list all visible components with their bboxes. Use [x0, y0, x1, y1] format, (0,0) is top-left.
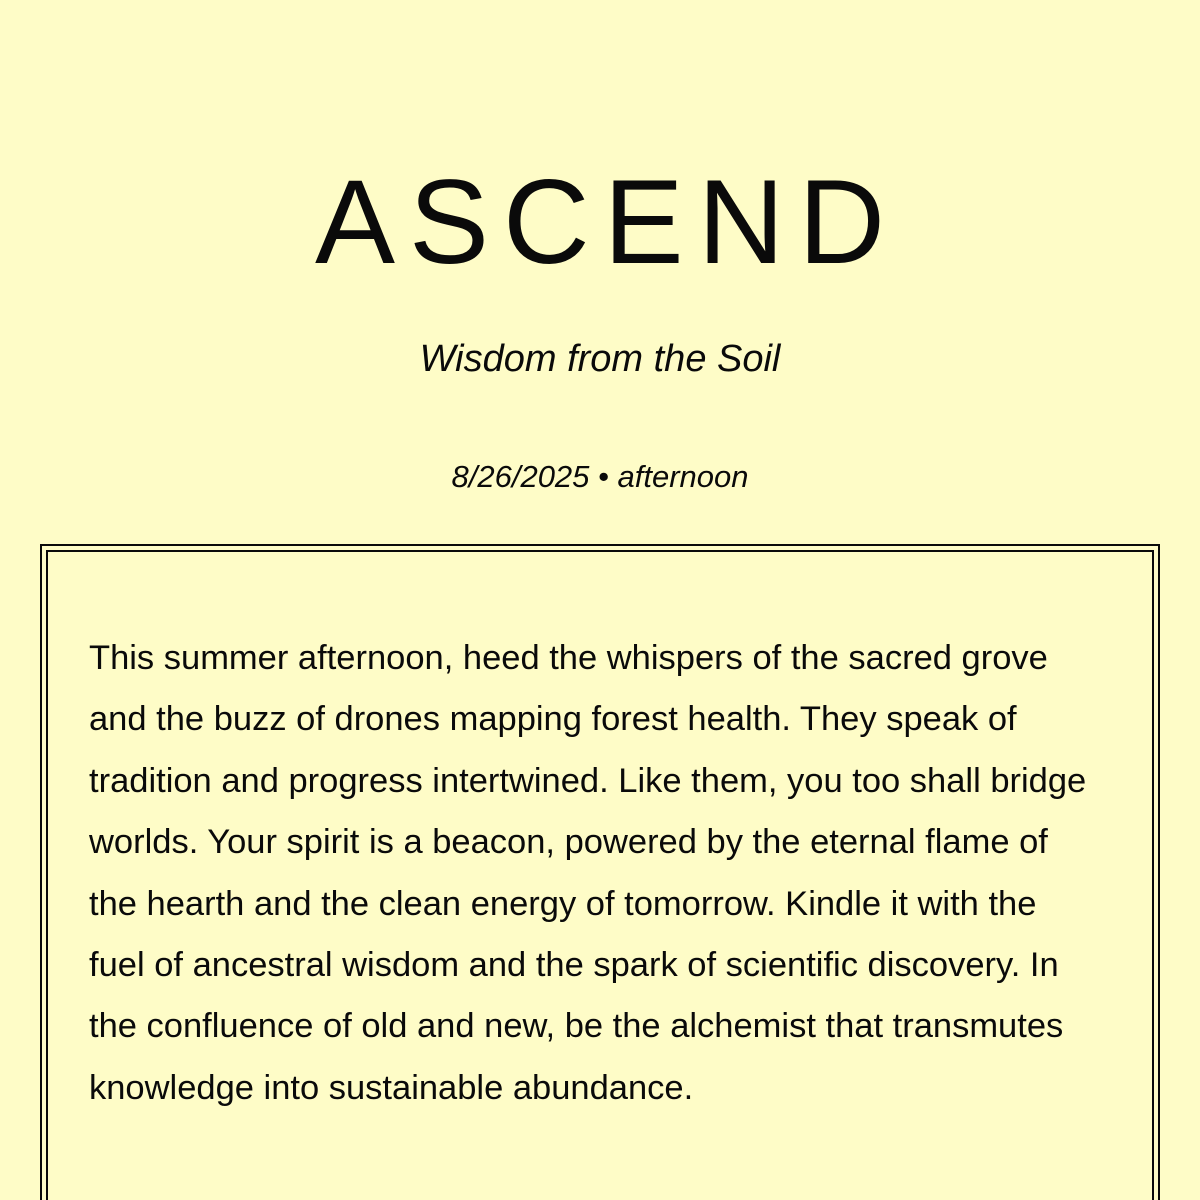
date-and-time: 8/26/2025 • afternoon [451, 459, 749, 494]
page-subtitle: Wisdom from the Soil [419, 338, 781, 380]
page-title: ASCEND [314, 155, 900, 289]
message-text: This summer afternoon, heed the whispers of the sacred grove and the buzz of drones mapping forest health. They speak of tradition and progress intertwined. Like them, you too shall bridge worlds. Your spirit is a beacon, powered by the eternal flame of the hearth and the clean energy of tomorrow. Kindle it with the fuel of ancestral wisdom and the spark of scientific discovery. In the confluence of old and new, be the alchemist that transmutes knowledge into sustainable abundance. [89, 639, 1087, 1107]
